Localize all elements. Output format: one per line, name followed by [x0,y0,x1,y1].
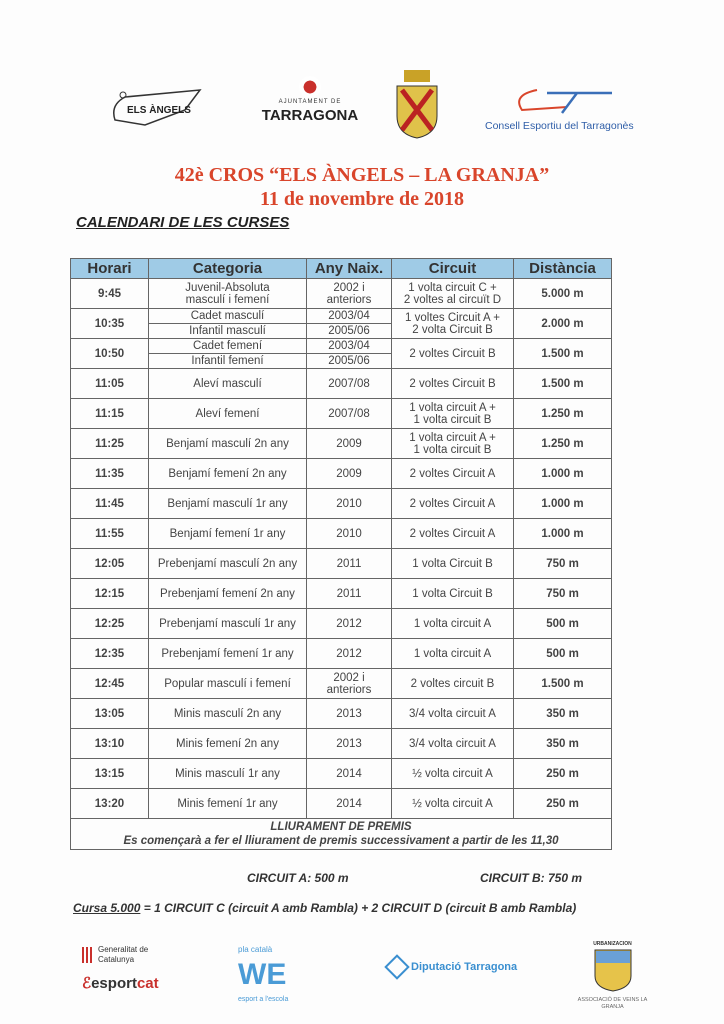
year-cell [307,549,392,579]
cell-line: masculí i femení [185,293,270,306]
category-cell [149,519,307,549]
year-cell [307,459,392,489]
column-header: Distància [514,259,612,279]
cell-line: 1 volta circuit A [413,617,492,630]
table-row [71,369,612,399]
category-cell [149,399,307,429]
cell-line: 2012 [336,647,362,660]
category-cell [149,639,307,669]
premis-cell [71,819,612,850]
circuit-cell [392,699,514,729]
cell-line: 2010 [336,497,362,510]
cell-line: Benjamí femení 2n any [168,467,287,480]
cell-line: 2012 [336,617,362,630]
associacio-shield-icon [593,948,633,992]
year-cell [307,579,392,609]
section-title: CALENDARI DE LES CURSES [76,214,290,231]
time-cell: 11:35 [71,459,149,489]
table-row [71,609,612,639]
cell-line: Juvenil-Absoluta [185,281,270,294]
column-header: Circuit [392,259,514,279]
table-row [71,339,612,354]
cell-line: 2 voltes circuit B [410,677,495,690]
category-cell [149,759,307,789]
table-header-row [71,259,612,279]
category-cell [149,489,307,519]
cell-line: 1 volta circuit A + [409,431,496,444]
time-cell: 13:20 [71,789,149,819]
ajuntament-big: TARRAGONA [261,107,359,124]
cell-line: Minis masculí 2n any [173,707,282,720]
year-cell [307,369,392,399]
diputacio-emblem-icon [384,954,409,979]
urbanizacion-text: URBANIZACION [593,941,632,947]
cell-line: 2 voltes Circuit A [409,497,496,510]
circuit-cell [392,429,514,459]
table-row [71,579,612,609]
consell-text: Consell Esportiu del Tarragonès [485,120,634,132]
time-cell: 13:10 [71,729,149,759]
circuit-cell [392,339,514,369]
distance-cell: 1.500 m [514,369,612,399]
cursa-text: = 1 CIRCUIT C (circuit A amb Rambla) + 2 CIRCUIT D (circuit B amb Rambla) [140,901,577,915]
time-cell: 12:05 [71,549,149,579]
category-cell [149,579,307,609]
cell-line: Prebenjamí femení 1r any [161,647,294,660]
cell-line: Minis femení 1r any [177,797,278,810]
distance-cell: 1.250 m [514,429,612,459]
esport-escola-text: esport a l'escola [238,996,289,1003]
esportcat-a: esport [91,975,137,992]
cell-line: Popular masculí i femení [164,677,291,690]
table-row [71,519,612,549]
time-cell: 9:45 [71,279,149,309]
year-cell [307,429,392,459]
circuit-cell [392,639,514,669]
cell-line: 2007/08 [328,377,370,390]
distance-cell: 250 m [514,789,612,819]
cell-line: 1 volta Circuit B [412,587,493,600]
circuit-cell [392,759,514,789]
distance-cell: 1.000 m [514,459,612,489]
distance-cell: 2.000 m [514,309,612,339]
cell-line: 2002 i [333,671,365,684]
premis-text: Es començarà a fer el lliurament de premis successivament a partir de les 11,30 [123,835,559,847]
cursa-note [73,901,576,915]
cell-line: 1 volta circuit A + [409,401,496,414]
circuit-cell [392,489,514,519]
time-cell: 11:15 [71,399,149,429]
category-cell [149,729,307,759]
cell-line: Aleví masculí [193,377,262,390]
cell-line: 2 voltes Circuit A [409,527,496,540]
cell-line: 2 voltes Circuit B [409,377,496,390]
column-header: Any Naix. [307,259,392,279]
time-cell: 11:25 [71,429,149,459]
els-angels-text: ELS ÀNGELS [127,105,191,116]
time-cell: 12:45 [71,669,149,699]
cell-line: 2013 [336,707,362,720]
table-row [71,309,612,324]
cell-line: 1 volta circuit B [413,443,492,456]
els-angels-logo [105,85,205,130]
premis-row [71,819,612,850]
table-row [71,399,612,429]
table-row [71,459,612,489]
year-cell [307,639,392,669]
table-row [71,549,612,579]
distance-cell: 5.000 m [514,279,612,309]
cell-line: Prebenjamí femení 2n any [160,587,295,600]
cell-line: Minis masculí 1r any [175,767,280,780]
cell-line: anteriors [326,293,372,306]
cell-line: ½ volta circuit A [412,767,493,780]
associacio-logo [575,941,650,1011]
cell-line: Benjamí femení 1r any [169,527,286,540]
distance-cell: 500 m [514,609,612,639]
distance-cell: 1.500 m [514,339,612,369]
table-row [71,279,612,309]
cell-line: 2009 [336,467,362,480]
event-date: 11 de novembre de 2018 [259,188,465,210]
category-cell [149,669,307,699]
table-row [71,489,612,519]
distance-cell: 1.250 m [514,399,612,429]
premis-title: LLIURAMENT DE PREMIS [270,821,412,833]
cell-line: Minis femení 2n any [176,737,279,750]
we-mark-icon: WE [238,958,287,991]
consell-logo [485,85,645,140]
cell-line: Benjamí masculí 2n any [166,437,289,450]
year-cell [307,609,392,639]
distance-cell: 350 m [514,699,612,729]
category-cell [149,369,307,399]
category-cell: Cadet femení [149,339,307,354]
distance-cell: 1.000 m [514,489,612,519]
time-cell: 11:45 [71,489,149,519]
esportcat-logo [82,975,159,993]
cell-line: 2 voltes Circuit B [409,347,496,360]
table-row [71,429,612,459]
table-row [71,759,612,789]
year-cell [307,279,392,309]
pla-catala-text: pla català [238,945,273,954]
table-row [71,789,612,819]
circuit-cell [392,729,514,759]
generalitat-text: Generalitat de Catalunya [98,945,149,964]
circuit-cell [392,279,514,309]
category-cell [149,699,307,729]
time-cell: 10:50 [71,339,149,369]
year-cell [307,789,392,819]
circuit-cell [392,369,514,399]
circuit-a-note: CIRCUIT A: 500 m [247,871,349,885]
circuit-cell [392,609,514,639]
cursa-label: Cursa 5.000 [73,901,141,915]
circuit-cell [392,669,514,699]
circuit-cell [392,579,514,609]
time-cell: 13:15 [71,759,149,789]
diputacio-text: Diputació Tarragona [411,961,518,973]
ajuntament-small: AJUNTAMENT DE [278,99,342,105]
year-cell [307,729,392,759]
cell-line: 2002 i [333,281,365,294]
year-cell: 2003/04 [307,339,392,354]
time-cell: 12:35 [71,639,149,669]
cell-line: 1 volta circuit A [413,647,492,660]
category-cell [149,609,307,639]
year-cell [307,489,392,519]
distance-cell: 750 m [514,579,612,609]
year-cell: 2005/06 [307,324,392,339]
time-cell: 10:35 [71,309,149,339]
time-cell: 11:55 [71,519,149,549]
senyera-icon [82,947,94,963]
cell-line: 2014 [336,767,362,780]
cell-line: 3/4 volta circuit A [409,737,496,750]
cell-line: 2 volta Circuit B [412,323,493,336]
year-cell [307,699,392,729]
cell-line: ½ volta circuit A [412,797,493,810]
cell-line: 1 voltes Circuit A + [405,311,500,324]
time-cell: 13:05 [71,699,149,729]
cell-line: 2 voltes Circuit A [409,467,496,480]
column-header: Horari [71,259,149,279]
circuit-cell [392,309,514,339]
distance-cell: 500 m [514,639,612,669]
cell-line: 2007/08 [328,407,370,420]
distance-cell: 1.500 m [514,669,612,699]
table-row [71,699,612,729]
ajuntament-logo [255,76,365,136]
event-title: 42è CROS “ELS ÀNGELS – LA GRANJA” [174,164,550,186]
cell-line: 2013 [336,737,362,750]
time-cell: 12:25 [71,609,149,639]
circuit-cell [392,519,514,549]
cell-line: 2 voltes al circuït D [403,293,502,306]
category-cell: Cadet masculí [149,309,307,324]
category-cell: Infantil femení [149,354,307,369]
distance-cell: 750 m [514,549,612,579]
distance-cell: 1.000 m [514,519,612,549]
year-cell [307,759,392,789]
cell-line: Prebenjamí masculí 1r any [159,617,296,630]
circuit-b-note: CIRCUIT B: 750 m [480,871,583,885]
distance-cell: 350 m [514,729,612,759]
year-cell [307,399,392,429]
table-row [71,639,612,669]
circuit-cell [392,549,514,579]
time-cell: 12:15 [71,579,149,609]
circuit-cell [392,459,514,489]
circuit-cell [392,399,514,429]
associacio-text: ASSOCIACIÓ DE VEINS LA GRANJA [577,997,648,1010]
category-cell: Infantil masculí [149,324,307,339]
category-cell [149,279,307,309]
generalitat-logo [82,945,159,993]
pla-catala-logo [238,944,313,1005]
ajuntament-emblem-icon [299,76,321,98]
category-cell [149,549,307,579]
category-cell [149,429,307,459]
table-row [71,729,612,759]
cell-line: 2011 [336,587,362,600]
year-cell [307,669,392,699]
diputacio-logo [388,958,517,976]
cell-line: Prebenjamí masculí 2n any [157,557,298,570]
cell-line: 2011 [336,557,362,570]
cell-line: 3/4 volta circuit A [409,707,496,720]
circuit-cell [392,789,514,819]
column-header: Categoria [149,259,307,279]
cell-line: 2014 [336,797,362,810]
race-schedule-table [70,258,612,850]
esportcat-swoosh-icon: ℰ [82,975,92,992]
year-cell [307,519,392,549]
coat-of-arms-icon [392,68,442,140]
category-cell [149,789,307,819]
year-cell: 2005/06 [307,354,392,369]
time-cell: 11:05 [71,369,149,399]
distance-cell: 250 m [514,759,612,789]
cell-line: 1 volta Circuit B [412,557,493,570]
esportcat-b: cat [136,975,159,992]
cell-line: 2009 [336,437,362,450]
cell-line: 2010 [336,527,362,540]
cell-line: Benjamí masculí 1r any [167,497,288,510]
year-cell: 2003/04 [307,309,392,324]
cell-line: 1 volta circuit C + [408,281,497,294]
table-row [71,669,612,699]
cell-line: Aleví femení [195,407,260,420]
category-cell [149,459,307,489]
cell-line: 1 volta circuit B [413,413,492,426]
cell-line: anteriors [326,683,372,696]
